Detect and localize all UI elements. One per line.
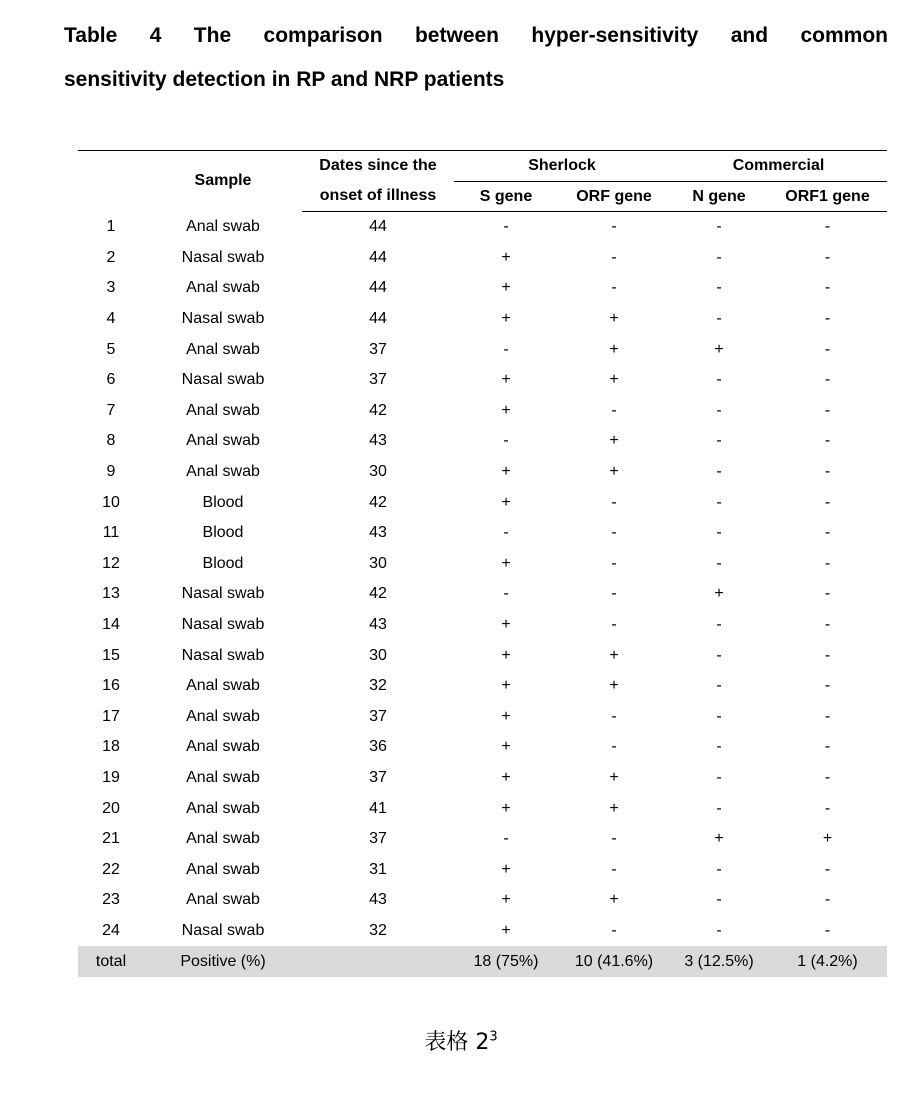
- sample-type: Nasal swab: [181, 921, 265, 939]
- header-dates-line1: Dates since the: [302, 151, 454, 182]
- s-gene-result: +: [501, 493, 511, 511]
- sample-type: Anal swab: [186, 830, 260, 848]
- table-row: [78, 671, 887, 702]
- orf1-gene-result: -: [824, 707, 831, 725]
- n-gene-result: -: [716, 432, 722, 450]
- n-gene-result: -: [716, 554, 722, 572]
- orf-gene-result: -: [611, 921, 617, 939]
- comparison-table: [78, 150, 887, 977]
- orf1-gene-result: -: [824, 799, 831, 817]
- days-since-onset: 36: [369, 738, 387, 756]
- orf1-gene-result: -: [824, 279, 831, 297]
- table-row: [78, 916, 887, 947]
- total-empty: [302, 946, 454, 977]
- n-gene-result: -: [716, 463, 722, 481]
- s-gene-result: +: [501, 860, 511, 878]
- orf-gene-result: -: [611, 493, 617, 511]
- n-gene-result: -: [716, 279, 722, 297]
- table-row: [78, 854, 887, 885]
- row-index: 2: [106, 248, 116, 266]
- row-index: 14: [102, 616, 120, 634]
- header-orf1-gene: ORF1 gene: [768, 182, 887, 212]
- row-index: 9: [106, 463, 116, 481]
- table-row: [78, 549, 887, 580]
- orf1-gene-result: -: [824, 432, 831, 450]
- table-row: [78, 396, 887, 427]
- row-index: 8: [106, 432, 116, 450]
- table-row: [78, 273, 887, 304]
- row-index: 7: [106, 401, 116, 419]
- n-gene-result: -: [716, 248, 722, 266]
- row-index: 4: [106, 310, 116, 328]
- n-gene-result: -: [716, 371, 722, 389]
- sample-type: Anal swab: [186, 677, 260, 695]
- orf1-gene-total: 1 (4.2%): [768, 946, 887, 977]
- orf-gene-result: +: [609, 340, 619, 358]
- table-row: [78, 304, 887, 335]
- days-since-onset: 43: [369, 524, 387, 542]
- n-gene-result: +: [714, 340, 724, 358]
- orf-gene-result: +: [609, 799, 619, 817]
- n-gene-result: -: [716, 524, 722, 542]
- n-gene-result: -: [716, 493, 722, 511]
- n-gene-result: -: [716, 768, 722, 786]
- sample-type: Nasal swab: [181, 585, 265, 603]
- orf-gene-result: +: [609, 463, 619, 481]
- orf1-gene-result: -: [824, 218, 831, 236]
- orf-gene-result: +: [609, 310, 619, 328]
- orf1-gene-result: -: [824, 768, 831, 786]
- s-gene-result: +: [501, 554, 511, 572]
- total-label: total: [78, 946, 144, 977]
- orf1-gene-result: -: [824, 463, 831, 481]
- title-word: 4: [149, 24, 162, 47]
- table-row: [78, 702, 887, 733]
- days-since-onset: 42: [369, 585, 387, 603]
- n-gene-total: 3 (12.5%): [670, 946, 768, 977]
- orf-gene-result: -: [611, 830, 617, 848]
- n-gene-result: -: [716, 799, 722, 817]
- table-title: [64, 14, 888, 102]
- orf-gene-result: -: [611, 554, 617, 572]
- table-row: [78, 334, 887, 365]
- s-gene-result: +: [501, 646, 511, 664]
- days-since-onset: 41: [369, 799, 387, 817]
- title-word: Table: [64, 24, 118, 47]
- days-since-onset: 42: [369, 493, 387, 511]
- table-body: [78, 212, 887, 978]
- s-gene-result: -: [503, 432, 509, 450]
- s-gene-result: +: [501, 677, 511, 695]
- orf1-gene-result: -: [824, 677, 831, 695]
- s-gene-result: +: [501, 768, 511, 786]
- table-row: [78, 457, 887, 488]
- table-row: [78, 365, 887, 396]
- n-gene-result: -: [716, 738, 722, 756]
- orf1-gene-result: -: [824, 340, 831, 358]
- sample-type: Anal swab: [186, 432, 260, 450]
- row-index: 15: [102, 646, 120, 664]
- row-index: 11: [102, 524, 120, 542]
- orf1-gene-result: -: [824, 616, 831, 634]
- days-since-onset: 44: [369, 310, 387, 328]
- s-gene-result: +: [501, 371, 511, 389]
- orf-gene-result: +: [609, 677, 619, 695]
- table-row: [78, 243, 887, 274]
- days-since-onset: 42: [369, 401, 387, 419]
- n-gene-result: -: [716, 921, 722, 939]
- sample-type: Anal swab: [186, 738, 260, 756]
- s-gene-result: -: [503, 585, 509, 603]
- s-gene-result: -: [503, 830, 509, 848]
- row-index: 22: [102, 860, 120, 878]
- row-index: 21: [102, 830, 120, 848]
- table-row: [78, 885, 887, 916]
- s-gene-result: -: [503, 340, 509, 358]
- orf1-gene-result: -: [824, 554, 831, 572]
- orf1-gene-result: -: [824, 248, 831, 266]
- n-gene-result: +: [714, 585, 724, 603]
- orf1-gene-result: -: [824, 921, 831, 939]
- table-row: [78, 487, 887, 518]
- orf1-gene-result: -: [824, 524, 831, 542]
- orf1-gene-result: +: [822, 830, 833, 848]
- days-since-onset: 43: [369, 616, 387, 634]
- s-gene-result: +: [501, 310, 511, 328]
- header-n-gene: N gene: [670, 182, 768, 212]
- orf-gene-result: +: [609, 891, 619, 909]
- table-title-line1: [64, 14, 888, 58]
- n-gene-result: -: [716, 860, 722, 878]
- orf1-gene-result: -: [824, 371, 831, 389]
- sample-type: Anal swab: [186, 218, 260, 236]
- days-since-onset: 44: [369, 218, 387, 236]
- row-index: 1: [106, 218, 116, 236]
- row-index: 16: [102, 677, 120, 695]
- days-since-onset: 43: [369, 432, 387, 450]
- row-index: 23: [102, 891, 120, 909]
- n-gene-result: +: [714, 830, 724, 848]
- orf1-gene-result: -: [824, 891, 831, 909]
- orf-gene-result: +: [609, 646, 619, 664]
- sample-type: Anal swab: [186, 707, 260, 725]
- sample-type: Nasal swab: [181, 310, 265, 328]
- row-index: 6: [106, 371, 116, 389]
- header-sample: Sample: [144, 151, 302, 212]
- orf-gene-result: -: [611, 860, 617, 878]
- table-row: [78, 579, 887, 610]
- table-row: [78, 518, 887, 549]
- days-since-onset: 37: [369, 768, 387, 786]
- row-index: 5: [106, 340, 116, 358]
- days-since-onset: 37: [369, 371, 387, 389]
- caption-text: 表格 2: [424, 1030, 490, 1055]
- header-index: [78, 151, 144, 212]
- s-gene-result: +: [501, 463, 511, 481]
- days-since-onset: 31: [369, 860, 387, 878]
- orf-gene-result: -: [611, 707, 617, 725]
- orf1-gene-result: -: [824, 493, 831, 511]
- s-gene-result: +: [501, 616, 511, 634]
- row-index: 20: [102, 799, 120, 817]
- row-index: 3: [106, 279, 116, 297]
- row-index: 19: [102, 768, 120, 786]
- sample-type: Anal swab: [186, 279, 260, 297]
- s-gene-result: +: [501, 707, 511, 725]
- header-dates-line2: onset of illness: [302, 182, 454, 212]
- row-index: 17: [102, 707, 120, 725]
- sample-type: Anal swab: [186, 860, 260, 878]
- orf1-gene-result: -: [824, 738, 831, 756]
- n-gene-result: -: [716, 310, 722, 328]
- orf-gene-result: +: [609, 432, 619, 450]
- n-gene-result: -: [716, 646, 722, 664]
- table-row: [78, 763, 887, 794]
- orf1-gene-result: -: [824, 646, 831, 664]
- s-gene-result: +: [501, 401, 511, 419]
- title-word: between: [414, 24, 500, 47]
- row-index: 13: [102, 585, 120, 603]
- sample-type: Anal swab: [186, 891, 260, 909]
- s-gene-result: -: [503, 524, 509, 542]
- row-index: 24: [102, 921, 120, 939]
- days-since-onset: 30: [369, 463, 387, 481]
- header-commercial: Commercial: [670, 151, 887, 182]
- sample-type: Anal swab: [186, 463, 260, 481]
- table-row: [78, 640, 887, 671]
- row-index: 12: [102, 554, 120, 572]
- sample-type: Anal swab: [186, 401, 260, 419]
- orf1-gene-result: -: [824, 585, 831, 603]
- table-row: [78, 426, 887, 457]
- n-gene-result: -: [716, 401, 722, 419]
- n-gene-result: -: [716, 616, 722, 634]
- header-s-gene: S gene: [454, 182, 558, 212]
- row-index: 18: [102, 738, 120, 756]
- caption-superscript: 3: [489, 1029, 498, 1045]
- table-row: [78, 732, 887, 763]
- sample-type: Blood: [202, 524, 244, 542]
- orf-gene-result: -: [611, 524, 617, 542]
- sample-type: Nasal swab: [181, 248, 265, 266]
- total-row: [78, 946, 887, 977]
- sample-type: Anal swab: [186, 768, 260, 786]
- orf-gene-result: -: [611, 279, 617, 297]
- table-row: [78, 824, 887, 855]
- s-gene-result: +: [501, 248, 511, 266]
- table-row: [78, 610, 887, 641]
- table-title-line2: sensitivity detection in RP and NRP patients: [64, 68, 505, 91]
- positive-label: Positive (%): [144, 946, 302, 977]
- sample-type: Blood: [202, 554, 244, 572]
- sample-type: Anal swab: [186, 799, 260, 817]
- row-index: 10: [102, 493, 120, 511]
- days-since-onset: 44: [369, 279, 387, 297]
- s-gene-result: +: [501, 279, 511, 297]
- days-since-onset: 32: [369, 677, 387, 695]
- s-gene-result: +: [501, 921, 511, 939]
- table-row: [78, 212, 887, 243]
- title-word: hyper-sensitivity: [531, 24, 699, 47]
- title-word: The: [193, 24, 232, 47]
- s-gene-result: +: [501, 891, 511, 909]
- days-since-onset: 44: [369, 248, 387, 266]
- days-since-onset: 37: [369, 340, 387, 358]
- sample-type: Blood: [202, 493, 244, 511]
- header-sherlock: Sherlock: [454, 151, 670, 182]
- s-gene-result: +: [501, 738, 511, 756]
- n-gene-result: -: [716, 218, 722, 236]
- days-since-onset: 30: [369, 554, 387, 572]
- orf1-gene-result: -: [824, 310, 831, 328]
- title-word: and: [730, 24, 769, 47]
- n-gene-result: -: [716, 707, 722, 725]
- title-word: comparison: [263, 24, 383, 47]
- days-since-onset: 37: [369, 707, 387, 725]
- orf-gene-result: +: [609, 768, 619, 786]
- orf-gene-result: -: [611, 218, 617, 236]
- days-since-onset: 37: [369, 830, 387, 848]
- orf-gene-total: 10 (41.6%): [558, 946, 670, 977]
- orf1-gene-result: -: [824, 860, 831, 878]
- n-gene-result: -: [716, 677, 722, 695]
- figure-caption: [0, 1025, 922, 1056]
- sample-type: Anal swab: [186, 340, 260, 358]
- sample-type: Nasal swab: [181, 646, 265, 664]
- days-since-onset: 30: [369, 646, 387, 664]
- header-orf-gene: ORF gene: [558, 182, 670, 212]
- sample-type: Nasal swab: [181, 616, 265, 634]
- orf-gene-result: -: [611, 616, 617, 634]
- s-gene-result: -: [503, 218, 509, 236]
- days-since-onset: 32: [369, 921, 387, 939]
- table-row: [78, 793, 887, 824]
- orf-gene-result: -: [611, 248, 617, 266]
- s-gene-total: 18 (75%): [454, 946, 558, 977]
- orf1-gene-result: -: [824, 401, 831, 419]
- orf-gene-result: -: [611, 401, 617, 419]
- sample-type: Nasal swab: [181, 371, 265, 389]
- orf-gene-result: -: [611, 585, 617, 603]
- n-gene-result: -: [716, 891, 722, 909]
- s-gene-result: +: [501, 799, 511, 817]
- days-since-onset: 43: [369, 891, 387, 909]
- orf-gene-result: -: [611, 738, 617, 756]
- orf-gene-result: +: [609, 371, 619, 389]
- title-word: common: [800, 24, 888, 47]
